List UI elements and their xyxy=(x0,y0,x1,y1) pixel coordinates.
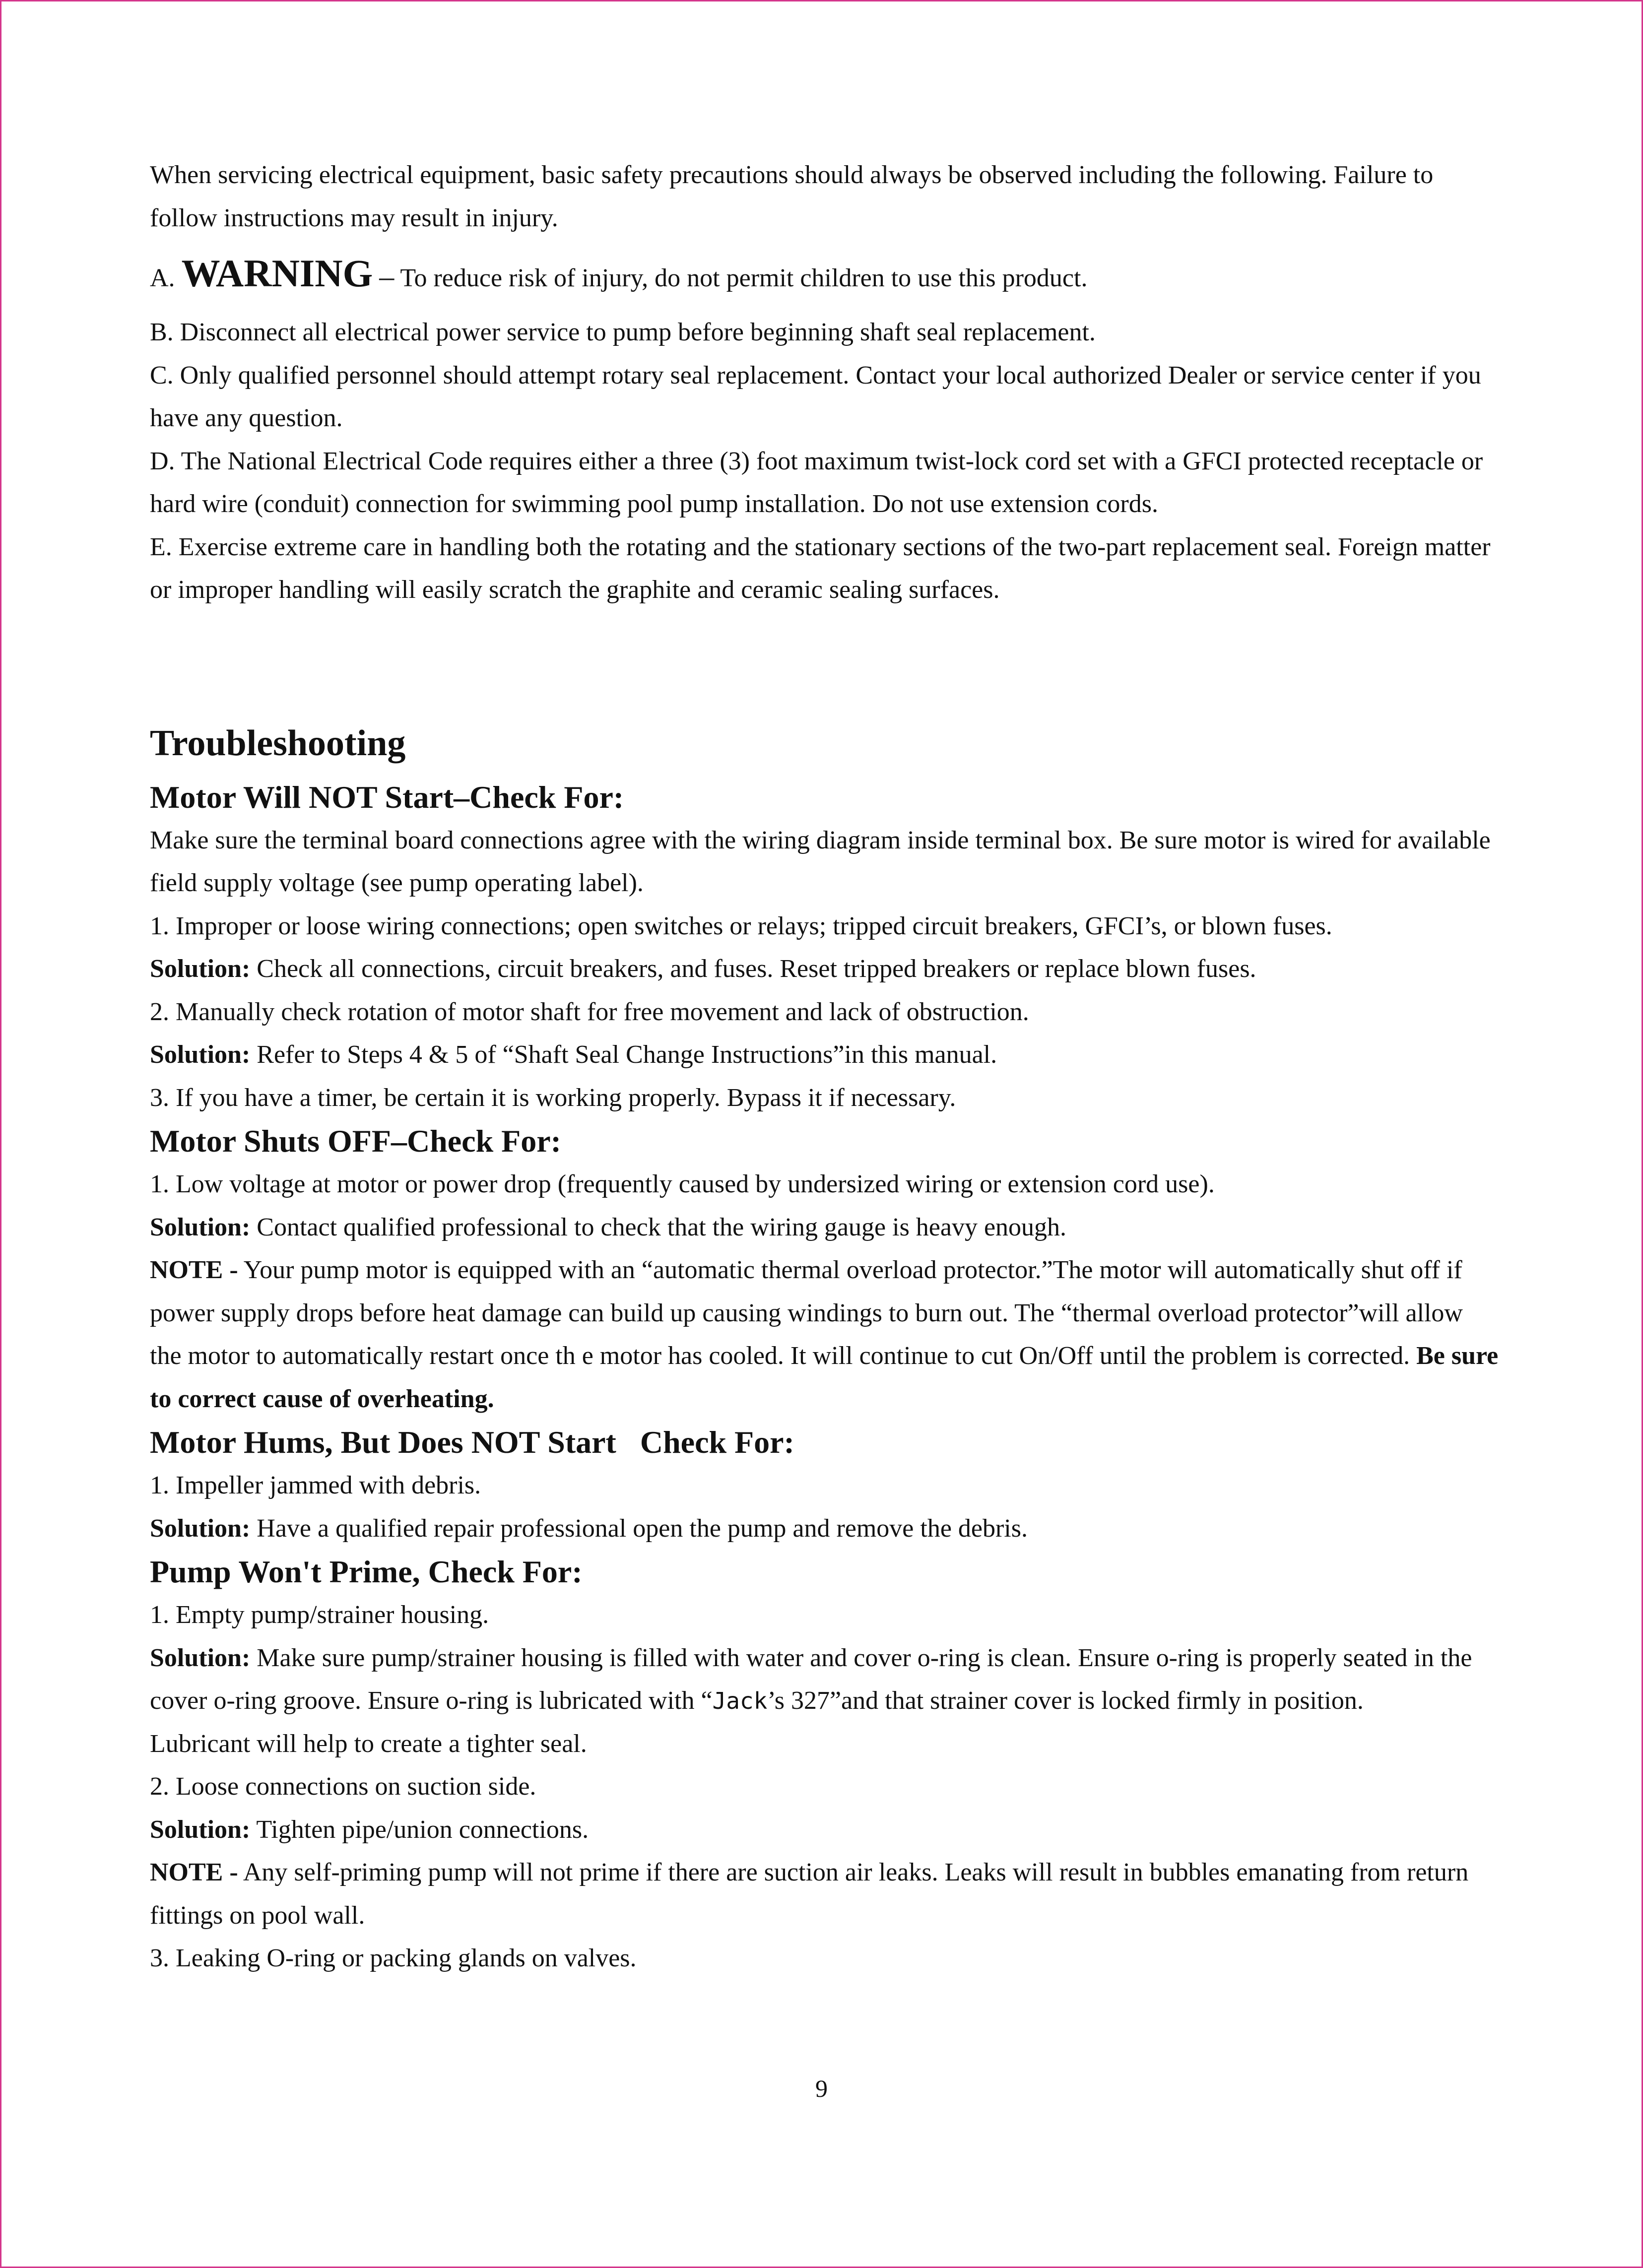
solution-text-cont: ’s 327”and that strainer cover is locked firmly in position. xyxy=(767,1686,1364,1715)
motor-not-start-intro: Make sure the terminal board connections agree with the wiring diagram inside terminal box. Be sure motor is wired for available field supply voltage (see pump operating label). xyxy=(150,826,1491,897)
motor-not-start-item-1: 1. Improper or loose wiring connections; open switches or relays; tripped circuit breakers, GFCI’s, or blown fuses. xyxy=(150,911,1332,940)
note-emphasis: Be sure to correct cause of overheating. xyxy=(150,1342,1499,1413)
motor-not-start-heading: Motor Will NOT Start–Check For: xyxy=(150,779,624,815)
precaution-a-prefix: A. xyxy=(150,264,175,292)
motor-not-start-solution-2 xyxy=(150,1034,1500,1077)
motor-hums-heading: Motor Hums, But Does NOT Start Check For: xyxy=(150,1425,794,1460)
pump-wont-prime-item-2: 2. Loose connections on suction side. xyxy=(150,1772,536,1801)
troubleshooting-title: Troubleshooting xyxy=(150,722,406,764)
precaution-c: C. Only qualified personnel should attempt rotary seal replacement. Contact your local authorized Dealer or service center if you have any question. xyxy=(150,361,1481,432)
pump-wont-prime-item-3: 3. Leaking O-ring or packing glands on valves. xyxy=(150,1944,637,1972)
solution-label: Solution: xyxy=(150,1815,251,1844)
solution-label: Solution: xyxy=(150,1514,251,1543)
solution-text: Have a qualified repair professional open the pump and remove the debris. xyxy=(257,1514,1028,1543)
solution-label: Solution: xyxy=(150,955,251,983)
page-number: 9 xyxy=(815,2074,828,2102)
motor-not-start-solution-1 xyxy=(150,948,1500,991)
precaution-a xyxy=(150,249,1500,303)
pump-wont-prime-item-1: 1. Empty pump/strainer housing. xyxy=(150,1601,489,1629)
precaution-d: D. The National Electrical Code requires either a three (3) foot maximum twist-lock cord set with a GFCI protected receptacle or hard wire (conduit) connection for swimming pool pump installation. Do not use extension cords. xyxy=(150,447,1483,518)
motor-hums-item-1: 1. Impeller jammed with debris. xyxy=(150,1471,481,1499)
note-label: NOTE - xyxy=(150,1858,238,1886)
motor-shuts-off-heading: Motor Shuts OFF–Check For: xyxy=(150,1123,561,1159)
solution-text: Check all connections, circuit breakers, and fuses. Reset tripped breakers or replace blown fuses. xyxy=(257,955,1256,983)
solution-text: Contact qualified professional to check that the wiring gauge is heavy enough. xyxy=(257,1213,1067,1241)
precaution-e: E. Exercise extreme care in handling both the rotating and the stationary sections of the two-part replacement seal. Foreign matter or improper handling will easily scratch the graphite and ceramic sealing surfaces. xyxy=(150,532,1491,604)
motor-shuts-off-note xyxy=(150,1249,1500,1421)
pump-wont-prime-solution-1 xyxy=(150,1637,1500,1723)
note-text: Your pump motor is equipped with an “automatic thermal overload protector.”The motor will automatically shut off if power supply drops before heat damage can build up causing windings to burn out. The “thermal overload protector”will allow the motor to automatically restart once th e motor has cooled. It will continue to cut On/Off until the problem is corrected. xyxy=(150,1256,1463,1370)
motor-hums-solution-1 xyxy=(150,1507,1500,1551)
pump-wont-prime-lubricant: Lubricant will help to create a tighter seal. xyxy=(150,1729,587,1758)
precaution-a-text: To reduce risk of injury, do not permit children to use this product. xyxy=(400,264,1088,292)
intro-paragraph: When servicing electrical equipment, basic safety precautions should always be observed including the following. Failure to follow instructions may result in injury. xyxy=(150,161,1434,232)
solution-label: Solution: xyxy=(150,1040,251,1069)
note-label: NOTE - xyxy=(150,1256,238,1284)
lubricant-brand: Jack xyxy=(712,1687,768,1714)
pump-wont-prime-note xyxy=(150,1851,1500,1937)
motor-not-start-item-2: 2. Manually check rotation of motor shaft for free movement and lack of obstruction. xyxy=(150,997,1029,1026)
motor-not-start-item-3: 3. If you have a timer, be certain it is working properly. Bypass it if necessary. xyxy=(150,1083,956,1112)
solution-text: Refer to Steps 4 & 5 of “Shaft Seal Change Instructions”in this manual. xyxy=(257,1040,997,1069)
motor-shuts-off-solution-1 xyxy=(150,1206,1500,1249)
warning-label: WARNING xyxy=(181,252,373,295)
note-text: Any self-priming pump will not prime if there are suction air leaks. Leaks will result in bubbles emanating from return fittings on pool wall. xyxy=(150,1858,1469,1930)
motor-shuts-off-item-1: 1. Low voltage at motor or power drop (frequently caused by undersized wiring or extension cord use). xyxy=(150,1170,1215,1198)
warning-dash: – xyxy=(379,260,394,293)
document-body xyxy=(150,154,1500,1980)
solution-label: Solution: xyxy=(150,1213,251,1241)
precaution-b: B. Disconnect all electrical power service to pump before beginning shaft seal replacement. xyxy=(150,318,1096,346)
solution-label: Solution: xyxy=(150,1643,251,1672)
solution-text: Tighten pipe/union connections. xyxy=(256,1815,589,1844)
pump-wont-prime-heading: Pump Won't Prime, Check For: xyxy=(150,1554,583,1589)
solution-text: Make sure pump/strainer housing is filled with water and cover o-ring is clean. Ensure o-ring is properly seated in the cover o-ring groove. Ensure o-ring is lubricated with “ xyxy=(150,1643,1472,1715)
pump-wont-prime-solution-2 xyxy=(150,1809,1500,1852)
